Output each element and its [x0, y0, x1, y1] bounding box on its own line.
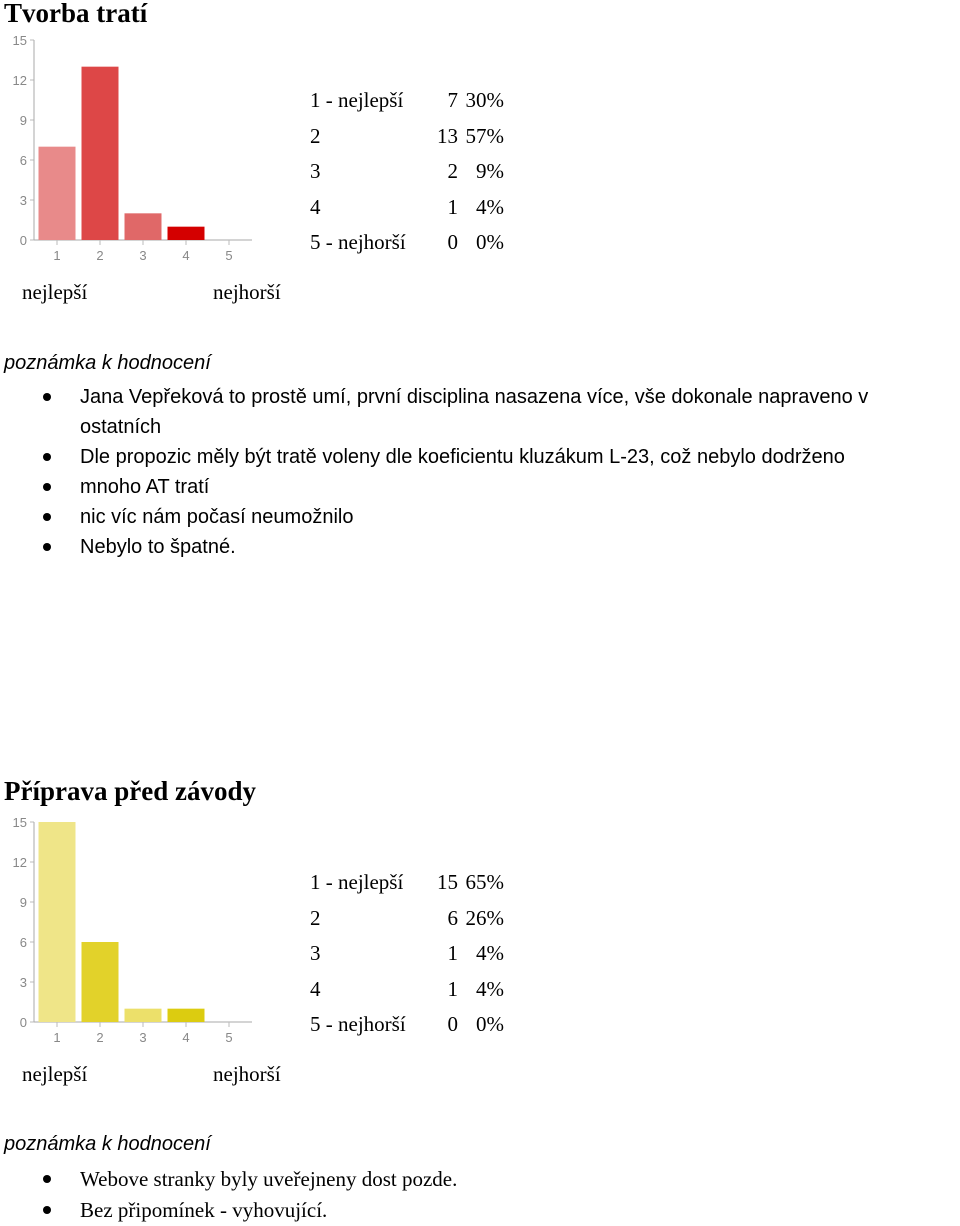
bar [125, 213, 162, 240]
notes-list [0, 1164, 960, 1226]
note-item: Bez připomínek - vyhovující. [0, 1195, 960, 1226]
y-tick-label: 0 [19, 233, 27, 248]
stats-label: 2 [310, 905, 321, 930]
rating-stats-table [310, 865, 504, 1043]
bar [168, 1009, 205, 1022]
stats-count: 1 [447, 941, 458, 966]
y-tick-label: 6 [19, 935, 27, 950]
section-title: Příprava před závody [4, 776, 256, 806]
y-tick-label: 15 [12, 815, 27, 830]
stats-label: 5 - nejhorší [310, 230, 406, 255]
stats-row [310, 1007, 504, 1043]
stats-count: 13 [437, 123, 458, 148]
y-tick-label: 12 [12, 73, 27, 88]
section-tvorba-trati [0, 0, 960, 600]
y-tick-label: 9 [19, 895, 27, 910]
notes-heading: poznámka k hodnocení [4, 352, 211, 374]
stats-row [310, 83, 504, 119]
y-tick-label: 15 [12, 33, 27, 48]
y-tick-label: 9 [19, 113, 27, 128]
stats-label: 3 [310, 941, 321, 966]
note-item: Nebylo to špatné. [0, 532, 960, 562]
notes-heading: poznámka k hodnocení [4, 1133, 211, 1155]
stats-percent: 0% [476, 1012, 504, 1037]
x-tick-label: 5 [225, 248, 233, 263]
stats-count: 1 [447, 976, 458, 1001]
x-tick-label: 3 [139, 248, 147, 263]
stats-label: 1 - nejlepší [310, 88, 404, 113]
axis-label-best: nejlepší [22, 1062, 88, 1086]
stats-count: 6 [447, 905, 458, 930]
y-tick-label: 3 [19, 193, 27, 208]
bar [39, 822, 76, 1022]
stats-percent: 65% [465, 870, 504, 895]
section-priprava-pred-zavody [0, 778, 960, 1224]
stats-label: 2 [310, 123, 321, 148]
stats-percent: 0% [476, 230, 504, 255]
y-tick-label: 12 [12, 855, 27, 870]
x-tick-label: 4 [182, 248, 190, 263]
x-tick-label: 2 [96, 248, 104, 263]
stats-label: 5 - nejhorší [310, 1012, 406, 1037]
bar [168, 227, 205, 240]
bar [82, 67, 119, 240]
y-tick-label: 3 [19, 975, 27, 990]
stats-percent: 30% [465, 88, 504, 113]
stats-percent: 9% [476, 159, 504, 184]
stats-percent: 26% [465, 905, 504, 930]
x-tick-label: 3 [139, 1030, 147, 1045]
stats-percent: 4% [476, 941, 504, 966]
stats-label: 3 [310, 159, 321, 184]
y-tick-label: 0 [19, 1015, 27, 1030]
stats-row [310, 865, 504, 901]
rating-stats-table [310, 83, 504, 261]
bar [125, 1009, 162, 1022]
stats-count: 1 [447, 194, 458, 219]
stats-count: 2 [447, 159, 458, 184]
notes-list [0, 382, 960, 562]
stats-percent: 4% [476, 976, 504, 1001]
axis-label-worst: nejhorší [213, 280, 281, 304]
axis-label-worst: nejhorší [213, 1062, 281, 1086]
stats-row [310, 936, 504, 972]
x-tick-label: 2 [96, 1030, 104, 1045]
note-item: mnoho AT tratí [0, 472, 960, 502]
stats-count: 0 [447, 1012, 458, 1037]
stats-count: 0 [447, 230, 458, 255]
note-item: Jana Vepřeková to prostě umí, první disciplina nasazena více, vše dokonale napraveno v ostatních [0, 382, 960, 442]
bar [39, 147, 76, 240]
section-title: Tvorba tratí [4, 0, 148, 28]
note-item: Dle propozic měly být tratě voleny dle koeficientu kluzákum L-23, což nebylo dodrženo [0, 442, 960, 472]
stats-label: 4 [310, 976, 321, 1001]
stats-label: 1 - nejlepší [310, 870, 404, 895]
rating-bar-chart [0, 812, 270, 1048]
stats-row [310, 901, 504, 937]
stats-percent: 57% [465, 123, 504, 148]
axis-label-best: nejlepší [22, 280, 88, 304]
stats-row [310, 119, 504, 155]
note-item: nic víc nám počasí neumožnilo [0, 502, 960, 532]
x-tick-label: 4 [182, 1030, 190, 1045]
stats-count: 7 [447, 88, 458, 113]
stats-row [310, 972, 504, 1008]
stats-count: 15 [437, 870, 458, 895]
x-tick-label: 1 [53, 248, 61, 263]
stats-row [310, 190, 504, 226]
stats-label: 4 [310, 194, 321, 219]
x-tick-label: 5 [225, 1030, 233, 1045]
stats-row [310, 154, 504, 190]
x-tick-label: 1 [53, 1030, 61, 1045]
y-tick-label: 6 [19, 153, 27, 168]
stats-row [310, 225, 504, 261]
bar [82, 942, 119, 1022]
note-item: Webove stranky byly uveřejneny dost pozde. [0, 1164, 960, 1195]
rating-bar-chart [0, 30, 270, 266]
stats-percent: 4% [476, 194, 504, 219]
